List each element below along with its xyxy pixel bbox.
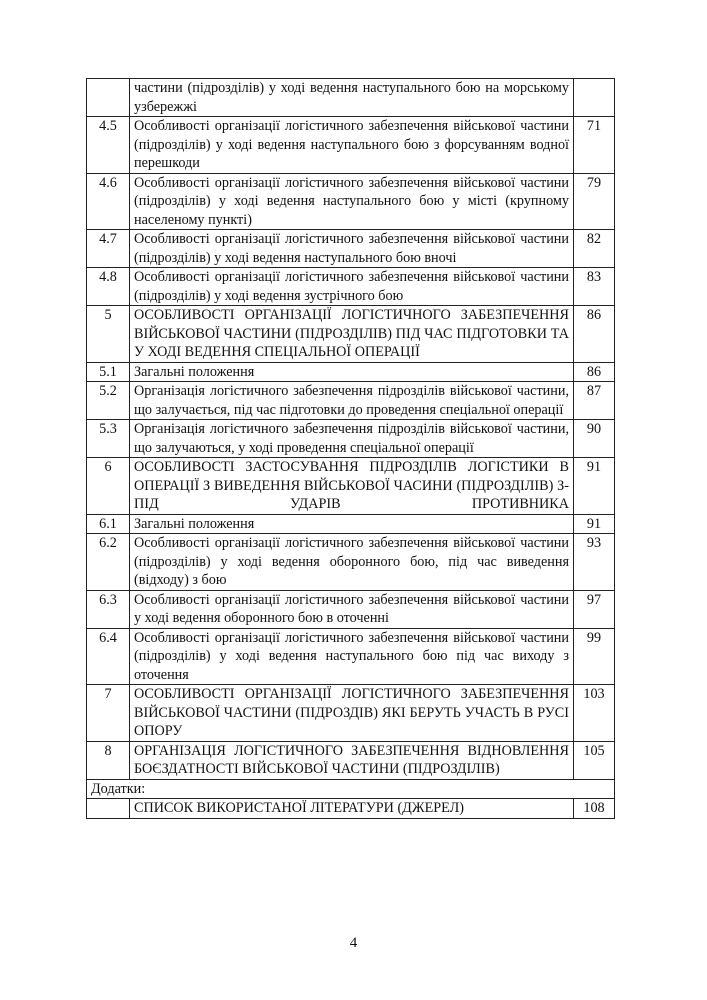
section-page: 99	[574, 628, 615, 685]
section-number: 4.8	[87, 268, 130, 306]
section-number	[87, 79, 130, 117]
toc-row	[87, 420, 615, 458]
section-title: Особливості організації логістичного забезпечення військової частини (підрозділів) у ході ведення наступального бою з форсуванням водної перешкоди	[130, 117, 574, 174]
toc-row	[87, 173, 615, 230]
section-page: 79	[574, 173, 615, 230]
section-title: Особливості організації логістичного забезпечення військової частини у ході ведення оборонного бою в оточенні	[130, 590, 574, 628]
section-title: Особливості організації логістичного забезпечення військової частини (підрозділів) у ході ведення оборонного бою, під час виведення (відходу) з бою	[130, 534, 574, 591]
section-page: 82	[574, 230, 615, 268]
section-number: 6.3	[87, 590, 130, 628]
section-page: 91	[574, 458, 615, 515]
section-title: частини (підрозділів) у ході ведення наступального бою на морському узбережжі	[130, 79, 574, 117]
section-title: Особливості організації логістичного забезпечення військової частини (підрозділів) у ході ведення зустрічного бою	[130, 268, 574, 306]
toc-row	[87, 79, 615, 117]
section-title: Організація логістичного забезпечення підрозділів військової частини, що залучаються, у ході проведення спеціальної операції	[130, 420, 574, 458]
section-page: 83	[574, 268, 615, 306]
section-page	[574, 79, 615, 117]
section-page: 91	[574, 514, 615, 534]
section-page: 93	[574, 534, 615, 591]
toc-row	[87, 268, 615, 306]
bibliography-page: 108	[574, 799, 615, 819]
appendix-label: Додатки:	[87, 779, 615, 799]
section-number: 5.3	[87, 420, 130, 458]
toc-row	[87, 230, 615, 268]
section-title: Організація логістичного забезпечення підрозділів військової частини, що залучається, під час підготовки до проведення спеціальної операції	[130, 382, 574, 420]
toc-row	[87, 362, 615, 382]
section-page: 71	[574, 117, 615, 174]
section-page: 86	[574, 362, 615, 382]
toc-row	[87, 628, 615, 685]
toc-row-chapter	[87, 741, 615, 779]
section-page: 86	[574, 306, 615, 363]
section-page: 87	[574, 382, 615, 420]
table-of-contents	[86, 78, 615, 819]
section-number: 6.2	[87, 534, 130, 591]
toc-row	[87, 590, 615, 628]
toc-row	[87, 534, 615, 591]
section-title: Особливості організації логістичного забезпечення військової частини (підрозділів) у ході ведення наступального бою під час виходу з оточення	[130, 628, 574, 685]
section-title: ОСОБЛИВОСТІ ОРГАНІЗАЦІЇ ЛОГІСТИЧНОГО ЗАБЕЗПЕЧЕННЯ ВІЙСЬКОВОЇ ЧАСТИНИ (ПІДРОЗДІВ) ЯКІ БЕРУТЬ УЧАСТЬ В РУСІ ОПОРУ	[130, 685, 574, 742]
section-number: 8	[87, 741, 130, 779]
toc-row	[87, 382, 615, 420]
section-number: 5.2	[87, 382, 130, 420]
toc-row	[87, 117, 615, 174]
bibliography-number	[87, 799, 130, 819]
section-page: 103	[574, 685, 615, 742]
bibliography-title: СПИСОК ВИКОРИСТАНОЇ ЛІТЕРАТУРИ (ДЖЕРЕЛ)	[130, 799, 574, 819]
section-number: 6.4	[87, 628, 130, 685]
section-number: 6.1	[87, 514, 130, 534]
section-title: Загальні положення	[130, 362, 574, 382]
section-number: 7	[87, 685, 130, 742]
section-number: 5	[87, 306, 130, 363]
toc-row	[87, 514, 615, 534]
section-page: 90	[574, 420, 615, 458]
toc-row-chapter	[87, 306, 615, 363]
section-number: 6	[87, 458, 130, 515]
section-title: ОРГАНІЗАЦІЯ ЛОГІСТИЧНОГО ЗАБЕЗПЕЧЕННЯ ВІДНОВЛЕННЯ БОЄЗДАТНОСТІ ВІЙСЬКОВОЇ ЧАСТИНИ (ПІДРОЗДІЛІВ)	[130, 741, 574, 779]
toc-row-chapter	[87, 685, 615, 742]
section-title: Особливості організації логістичного забезпечення військової частини (підрозділів) у ході ведення наступального бою у місті (крупному населеному пункті)	[130, 173, 574, 230]
bibliography-row	[87, 799, 615, 819]
page-number: 4	[349, 935, 358, 951]
appendix-row	[87, 779, 615, 799]
section-number: 4.7	[87, 230, 130, 268]
section-number: 4.5	[87, 117, 130, 174]
section-page: 97	[574, 590, 615, 628]
toc-row-chapter	[87, 458, 615, 515]
section-number: 4.6	[87, 173, 130, 230]
section-title: ОСОБЛИВОСТІ ЗАСТОСУВАННЯ ПІДРОЗДІЛІВ ЛОГІСТИКИ В ОПЕРАЦІЇ З ВИВЕДЕННЯ ВІЙСЬКОВОЇ ЧАСИНИ (ПІДРОЗДІЛІВ) З-ПІД УДАРІВ ПРОТИВНИКА	[130, 458, 574, 515]
section-title: Загальні положення	[130, 514, 574, 534]
section-number: 5.1	[87, 362, 130, 382]
section-page: 105	[574, 741, 615, 779]
section-title: Особливості організації логістичного забезпечення військової частини (підрозділів) у ході ведення наступального бою вночі	[130, 230, 574, 268]
section-title: ОСОБЛИВОСТІ ОРГАНІЗАЦІЇ ЛОГІСТИЧНОГО ЗАБЕЗПЕЧЕННЯ ВІЙСЬКОВОЇ ЧАСТИНИ (ПІДРОЗДІЛІВ) ПІД ЧАС ПІДГОТОВКИ ТА У ХОДІ ВЕДЕННЯ СПЕЦІАЛЬНОЇ ОПЕРАЦІЇ	[130, 306, 574, 363]
